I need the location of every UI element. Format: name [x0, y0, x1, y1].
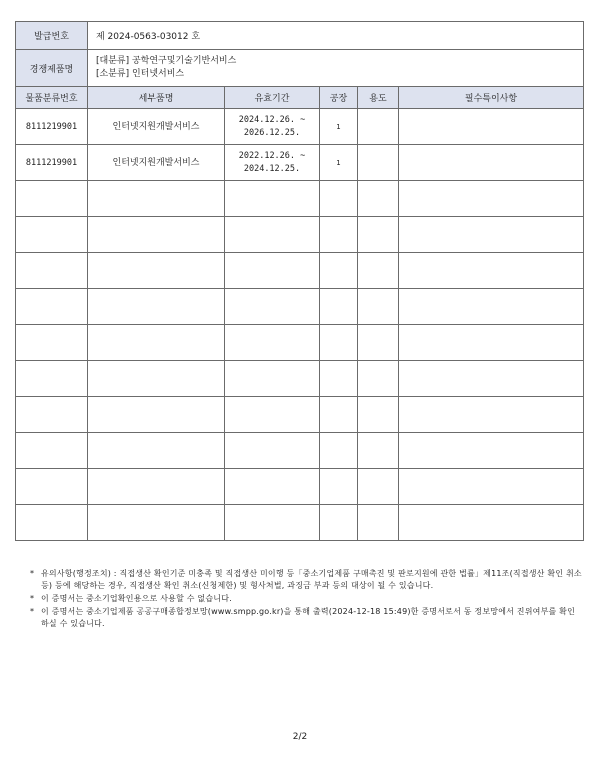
footnote-item — [30, 568, 582, 592]
validity-end: 2024.12.25. — [243, 163, 301, 174]
empty-row — [16, 361, 584, 397]
empty-row — [16, 181, 584, 217]
column-header-code: 물품분류번호 — [16, 87, 88, 109]
footnotes — [30, 568, 582, 631]
footnote-item — [30, 593, 582, 605]
usage-cell — [358, 145, 399, 181]
column-header-usage: 용도 — [358, 87, 399, 109]
notes-cell — [399, 109, 584, 145]
table-row — [16, 109, 584, 145]
table-row — [16, 145, 584, 181]
certificate-table — [15, 21, 584, 541]
validity-period — [225, 109, 320, 145]
bullet-icon: * — [30, 569, 34, 578]
column-header-item-name: 세부품명 — [88, 87, 225, 109]
footnote-usage-restriction: 이 증명서는 중소기업확인용으로 사용할 수 없습니다. — [41, 594, 232, 603]
footnote-administrative-action: 유의사항(행정조치) : 직접생산 확인기준 미충족 및 직접생산 미이행 등「중소기업제품 구매촉진 및 판로지원에 관한 법률」제11조(직접생산 확인 취소 등) 등에 해당하는 경우, 직접생산 확인 취소(신청제한) 및 형사처벌, 과징금 부과 등의 대상이 될 수 있습니다. — [41, 569, 582, 590]
item-code: 8111219901 — [16, 145, 88, 181]
notes-cell — [399, 145, 584, 181]
empty-row — [16, 217, 584, 253]
footnote-verification: 이 증명서는 중소기업제품 공공구매종합정보망(www.smpp.go.kr)을 통해 출력(2024-12-18 15:49)한 증명서로서 동 정보망에서 진위여부를 확인하실 수 있습니다. — [41, 607, 576, 628]
empty-row — [16, 469, 584, 505]
item-code: 8111219901 — [16, 109, 88, 145]
product-name-value — [88, 50, 584, 87]
factory-count: 1 — [320, 109, 358, 145]
product-minor-category: [소분류] 인터넷서비스 — [96, 69, 185, 79]
empty-row — [16, 253, 584, 289]
product-major-category: [대분류] 공학연구및기술기반서비스 — [96, 56, 237, 66]
column-header-validity: 유효기간 — [225, 87, 320, 109]
issue-number-row — [16, 22, 584, 50]
product-name-label: 경쟁제품명 — [16, 50, 88, 87]
validity-period — [225, 145, 320, 181]
footnote-item — [30, 606, 582, 630]
bullet-icon: * — [30, 607, 34, 616]
product-name-row — [16, 50, 584, 87]
validity-start: 2022.12.26. ~ — [238, 150, 306, 161]
factory-count: 1 — [320, 145, 358, 181]
validity-end: 2026.12.25. — [243, 127, 301, 138]
column-header-factory: 공장 — [320, 87, 358, 109]
item-name: 인터넷지원개발서비스 — [88, 109, 225, 145]
empty-row — [16, 289, 584, 325]
empty-row — [16, 325, 584, 361]
validity-start: 2024.12.26. ~ — [238, 114, 306, 125]
item-name: 인터넷지원개발서비스 — [88, 145, 225, 181]
empty-row — [16, 433, 584, 469]
column-header-row — [16, 87, 584, 109]
issue-number-value: 제 2024-0563-03012 호 — [88, 22, 584, 50]
empty-row — [16, 397, 584, 433]
empty-row — [16, 505, 584, 541]
column-header-notes: 필수특이사항 — [399, 87, 584, 109]
issue-number-label: 발급번호 — [16, 22, 88, 50]
bullet-icon: * — [30, 594, 34, 603]
page-number: 2/2 — [292, 732, 308, 742]
usage-cell — [358, 109, 399, 145]
